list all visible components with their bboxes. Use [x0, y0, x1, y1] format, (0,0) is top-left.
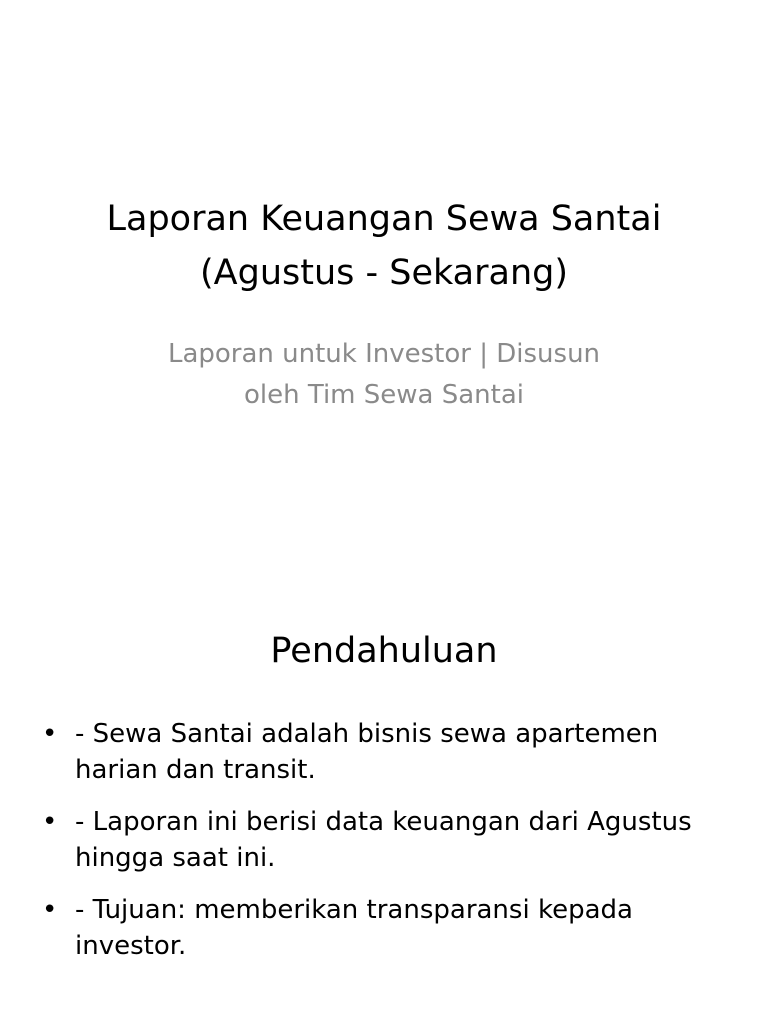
title-line: (Agustus - Sekarang) — [200, 253, 568, 293]
subtitle-line: oleh Tim Sewa Santai — [244, 380, 524, 410]
bullet-line: - Sewa Santai adalah bisnis sewa apartemen — [75, 719, 659, 749]
bullet-list — [38, 716, 738, 980]
bullet-icon: • — [42, 895, 58, 925]
bullet-item — [38, 804, 738, 876]
bullet-line: harian dan transit. — [75, 755, 316, 785]
presentation-subtitle — [110, 334, 658, 416]
bullet-item — [38, 716, 738, 788]
introduction-slide — [0, 576, 768, 1024]
bullet-item — [38, 892, 738, 964]
bullet-text — [75, 716, 738, 788]
bullet-text — [75, 804, 738, 876]
bullet-icon: • — [42, 807, 58, 837]
bullet-line: hingga saat ini. — [75, 843, 276, 873]
bullet-icon: • — [42, 719, 58, 749]
bullet-line: - Laporan ini berisi data keuangan dari Agustus — [75, 807, 692, 837]
bullet-line: - Tujuan: memberikan transparansi kepada — [75, 895, 633, 925]
bullet-text — [75, 892, 738, 964]
title-line: Laporan Keuangan Sewa Santai — [106, 199, 662, 239]
bullet-line: investor. — [75, 931, 187, 961]
subtitle-line: Laporan untuk Investor | Disusun — [167, 339, 601, 369]
slide-heading: Pendahuluan — [270, 631, 498, 671]
presentation-title — [40, 192, 728, 300]
